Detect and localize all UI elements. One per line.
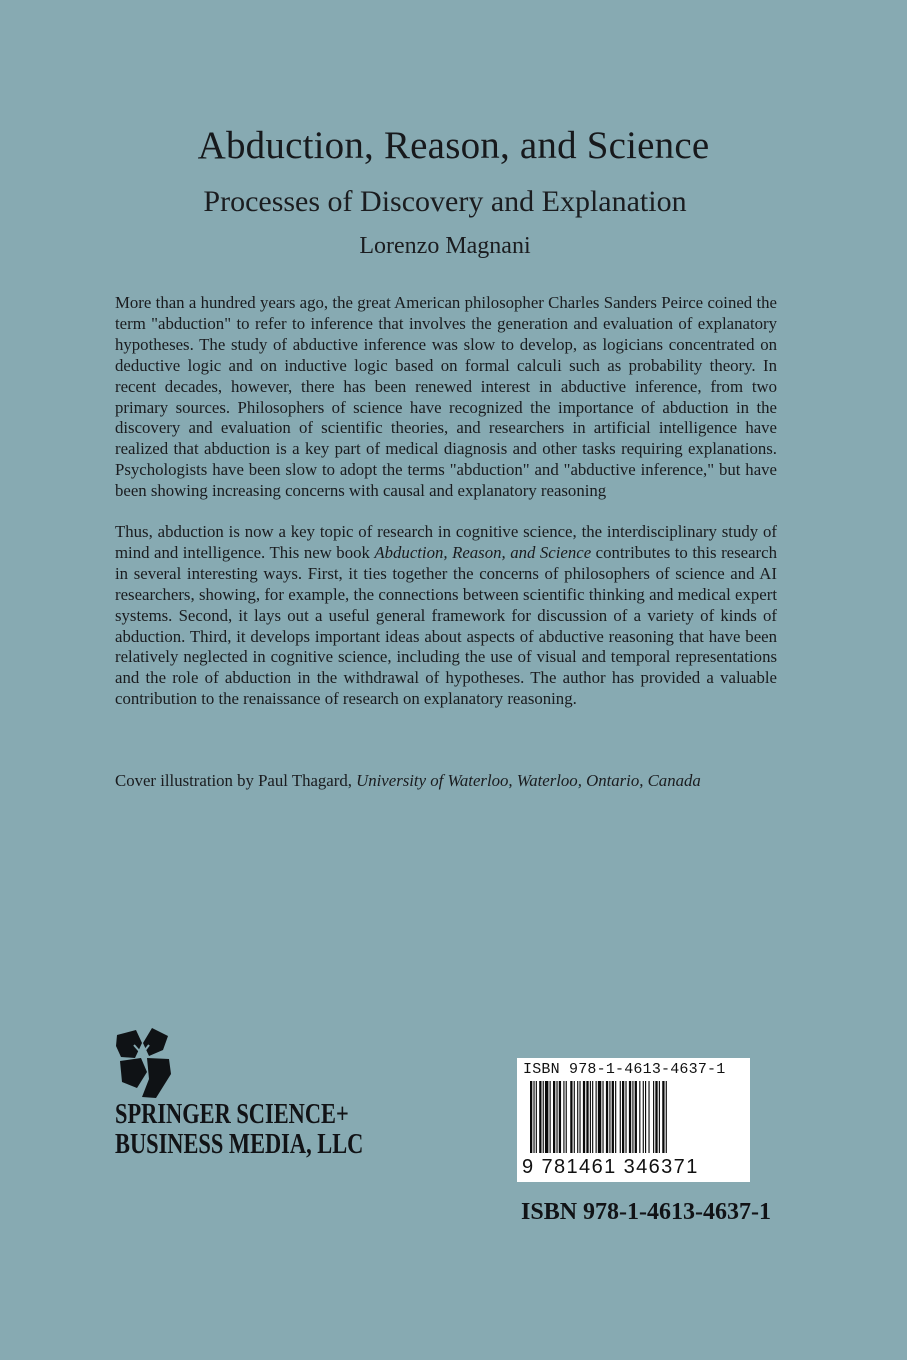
publisher-name — [115, 1100, 403, 1160]
blurb-paragraph-2-end: contributes to this research in several interesting ways. First, it ties together the concerns of philosophers of science and AI researchers, showing, for example, the connections between scientific thinking and medical expert systems. Second, it lays out a useful general framework for discussion of a variety of kinds of abduction. Third, it develops important ideas about aspects of abductive reasoning that have been relatively neglected in cognitive science, including the use of visual and temporal representations and the role of abduction in the withdrawal of hypotheses. The author has provided a valuable contribution to the renaissance of research on explanatory reasoning. — [115, 542, 777, 709]
barcode-isbn-label: ISBN 978-1-4613-4637-1 — [523, 1061, 726, 1078]
barcode-bars — [530, 1081, 740, 1163]
publisher-line-2: BUSINESS MEDIA, LLC — [115, 1129, 364, 1160]
blurb-paragraph-2 — [115, 522, 777, 710]
book-author: Lorenzo Magnani — [359, 233, 531, 259]
book-subtitle: Processes of Discovery and Explanation — [203, 185, 687, 218]
blurb-paragraph-1: More than a hundred years ago, the great American philosopher Charles Sanders Peirce coined the term "abduction" to refer to inference that involves the generation and evaluation of explanatory hypotheses. The study of abductive inference was slow to develop, as logicians concentrated on deductive logic and on inductive logic based on formal calculi such as probability theory. In recent decades, however, there has been renewed interest in abductive inference, from two primary sources. Philosophers of science have recognized the importance of abduction in the discovery and evaluation of scientific theories, and researchers in artificial intelligence have realized that abduction is a key part of medical diagnosis and other tasks requiring explanations. Psychologists have been slow to adopt the terms "abduction" and "abductive inference," but have been showing increasing concerns with causal and explanatory reasoning — [115, 293, 777, 501]
springer-horse-logo-icon — [114, 1027, 172, 1099]
barcode-digits: 9 781461 346371 — [522, 1156, 699, 1178]
isbn-barcode — [517, 1058, 750, 1182]
cover-illustration-credit — [115, 770, 815, 792]
blurb-paragraph-2-start: Thus, abduction is now a key topic of research in cognitive science, the interdisciplinary study of mind and intelligence. This new book — [115, 522, 777, 562]
isbn-number: ISBN 978-1-4613-4637-1 — [521, 1199, 771, 1225]
blurb-book-reference: Abduction, Reason, and Science — [374, 542, 592, 562]
book-title: Abduction, Reason, and Science — [197, 124, 710, 167]
credit-organization: University of Waterloo, Waterloo, Ontario, Canada — [356, 771, 701, 790]
credit-prefix: Cover illustration by Paul Thagard, — [115, 771, 357, 790]
publisher-line-1: SPRINGER SCIENCE+ — [115, 1099, 349, 1130]
